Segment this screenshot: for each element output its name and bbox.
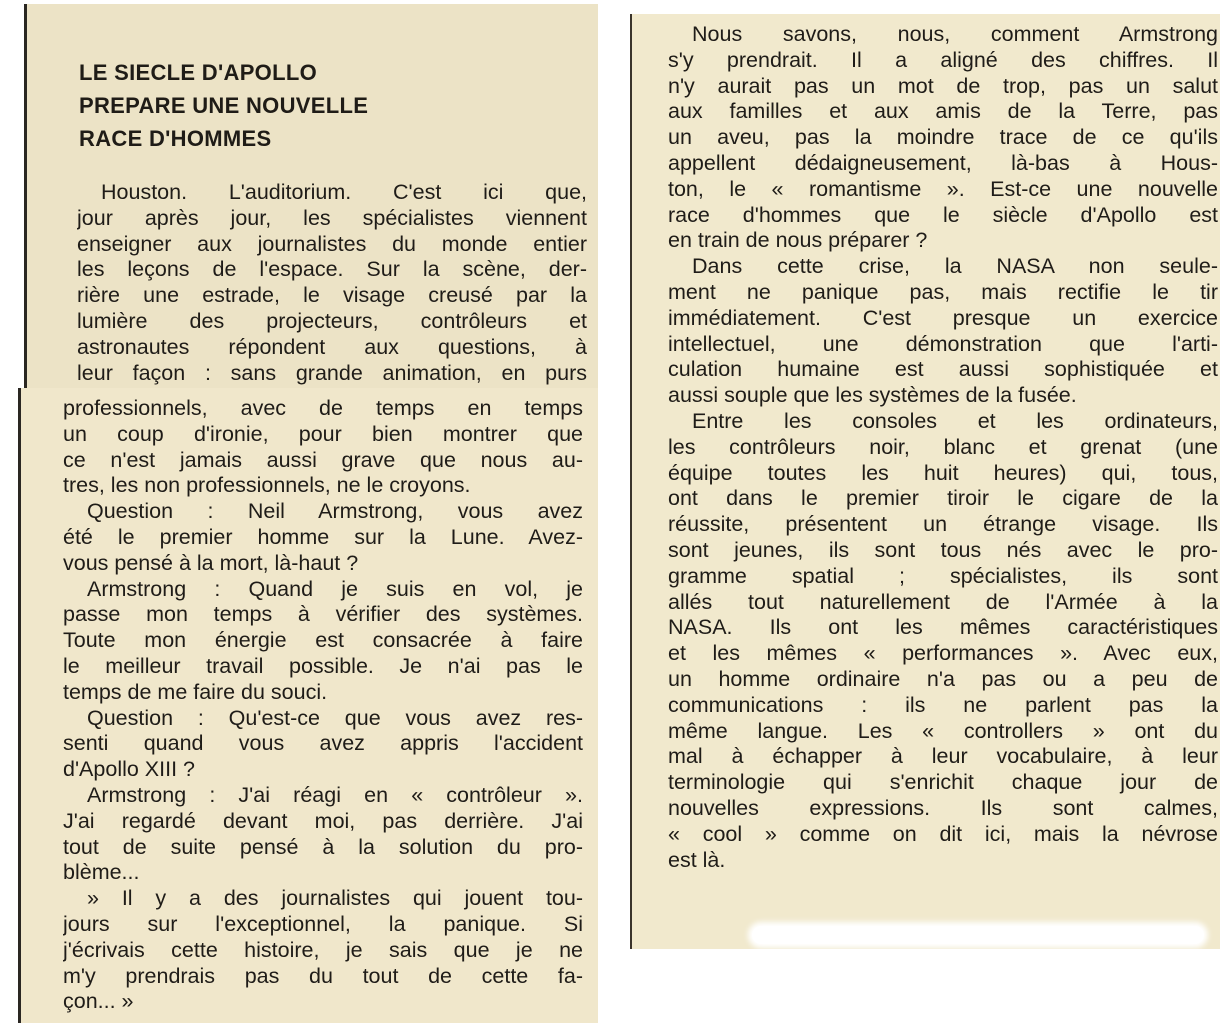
clipping-left-top: [24, 4, 598, 388]
text-line: Toute mon énergie est consacrée à faire: [63, 628, 583, 653]
text-line: n'y aurait pas un mot de trop, pas un salut: [668, 73, 1218, 98]
text-line: tout de suite pensé à la solution du pro-: [63, 834, 583, 859]
text-line: m'y prendrais pas du tout de cette fa-: [63, 963, 583, 988]
text-line: rière une estrade, le visage creusé par la: [77, 283, 587, 308]
text-line: jours sur l'exceptionnel, la panique. Si: [63, 911, 583, 936]
text-line: immédiatement. C'est presque un exercice: [668, 305, 1218, 330]
headline-line: RACE D'HOMMES: [79, 126, 272, 151]
text-line: mal à échapper à leur vocabulaire, à leur: [668, 744, 1218, 769]
left-bottom-column: [63, 396, 583, 1015]
text-line: Question : Neil Armstrong, vous avez: [87, 499, 583, 524]
text-line: appellent dédaigneusement, là-bas à Hous-: [668, 150, 1218, 175]
text-line: Dans cette crise, la NASA non seule-: [692, 254, 1218, 279]
text-line: j'écrivais cette histoire, je sais que je ne: [63, 937, 583, 962]
text-line: astronautes répondent aux questions, à: [77, 334, 587, 359]
text-line: enseigner aux journalistes du monde entier: [77, 231, 587, 256]
text-line: communications : ils ne parlent pas la: [668, 692, 1218, 717]
text-line: professionnels, avec de temps en temps: [63, 396, 583, 420]
text-line: un coup d'ironie, pour bien montrer que: [63, 421, 583, 446]
text-line: terminologie qui s'enrichit chaque jour de: [668, 770, 1218, 795]
text-line: senti quand vous avez appris l'accident: [63, 731, 583, 756]
text-line: vous pensé à la mort, là-haut ?: [63, 550, 359, 575]
text-line: un aveu, pas la moindre trace de ce qu'ils: [668, 125, 1218, 150]
text-line: blème...: [63, 860, 140, 885]
text-line: J'ai regardé devant moi, pas derrière. J'ai: [63, 808, 583, 833]
text-line: équipe toutes les huit heures) qui, tous,: [668, 460, 1218, 485]
text-line: réussite, présentent un étrange visage. Ils: [668, 512, 1218, 537]
text-line: ce n'est jamais aussi grave que nous au-: [63, 447, 583, 472]
text-line: ment ne panique pas, mais rectifie le tir: [668, 279, 1218, 304]
text-line: en train de nous préparer ?: [668, 228, 928, 253]
text-line: ton, le « romantisme ». Est-ce une nouvelle: [668, 176, 1218, 201]
text-line: culation humaine est aussi sophistiquée et: [668, 357, 1218, 382]
text-line: NASA. Ils ont les mêmes caractéristiques: [668, 615, 1218, 640]
text-line: Houston. L'auditorium. C'est ici que,: [101, 180, 587, 204]
text-line: leur façon : sans grande animation, en purs: [77, 360, 587, 385]
text-line: gramme spatial ; spécialistes, ils sont: [668, 563, 1218, 588]
left-top-column: [77, 180, 587, 386]
right-column: [668, 22, 1218, 873]
clipping-right: [630, 14, 1220, 949]
text-line: d'Apollo XIII ?: [63, 757, 195, 782]
text-line: passe mon temps à vérifier des systèmes.: [63, 602, 583, 627]
text-line: lumière des projecteurs, contrôleurs et: [77, 308, 587, 333]
text-line: Armstrong : Quand je suis en vol, je: [87, 576, 583, 601]
text-line: s'y prendrait. Il a aligné des chiffres. Il: [668, 47, 1218, 72]
text-line: Armstrong : J'ai réagi en « contrôleur ».: [87, 782, 583, 807]
text-line: nouvelles expressions. Ils sont calmes,: [668, 795, 1218, 820]
text-line: ont dans le premier tiroir le cigare de la: [668, 486, 1218, 511]
text-line: « cool » comme on dit ici, mais la névrose: [668, 821, 1218, 846]
text-line: été le premier homme sur la Lune. Avez-: [63, 524, 583, 549]
text-line: un homme ordinaire n'a pas ou a peu de: [668, 666, 1218, 691]
text-line: le meilleur travail possible. Je n'ai pas le: [63, 653, 583, 678]
article-headline: [79, 56, 559, 155]
headline-line: LE SIECLE D'APOLLO: [79, 60, 317, 85]
text-line: sont jeunes, ils sont tous nés avec le pro-: [668, 537, 1218, 562]
text-line: jour après jour, les spécialistes viennent: [77, 205, 587, 230]
text-line: est là.: [668, 847, 726, 872]
text-line: aussi souple que les systèmes de la fusée.: [668, 383, 1077, 408]
text-line: les contrôleurs noir, blanc et grenat (une: [668, 434, 1218, 459]
text-line: çon... »: [63, 989, 134, 1014]
headline-line: PREPARE UNE NOUVELLE: [79, 93, 369, 118]
text-line: Entre les consoles et les ordinateurs,: [692, 408, 1218, 433]
clipping-left-bottom: [18, 388, 598, 1023]
text-line: aux familles et aux amis de la Terre, pas: [668, 99, 1218, 124]
text-line: allés tout naturellement de l'Armée à la: [668, 589, 1218, 614]
text-line: temps de me faire du souci.: [63, 679, 328, 704]
text-line: les leçons de l'espace. Sur la scène, der-: [77, 257, 587, 282]
text-line: tres, les non professionnels, ne le croyons.: [63, 473, 471, 498]
text-line: intellectuel, une démonstration que l'arti-: [668, 331, 1218, 356]
redaction-mark: [752, 926, 1204, 944]
text-line: Nous savons, nous, comment Armstrong: [692, 22, 1218, 46]
text-line: et les mêmes « performances ». Avec eux,: [668, 641, 1218, 666]
text-line: même langue. Les « controllers » ont du: [668, 718, 1218, 743]
text-line: » Il y a des journalistes qui jouent tou-: [87, 886, 583, 911]
text-line: Question : Qu'est-ce que vous avez res-: [87, 705, 583, 730]
text-line: race d'hommes que le siècle d'Apollo est: [668, 202, 1218, 227]
